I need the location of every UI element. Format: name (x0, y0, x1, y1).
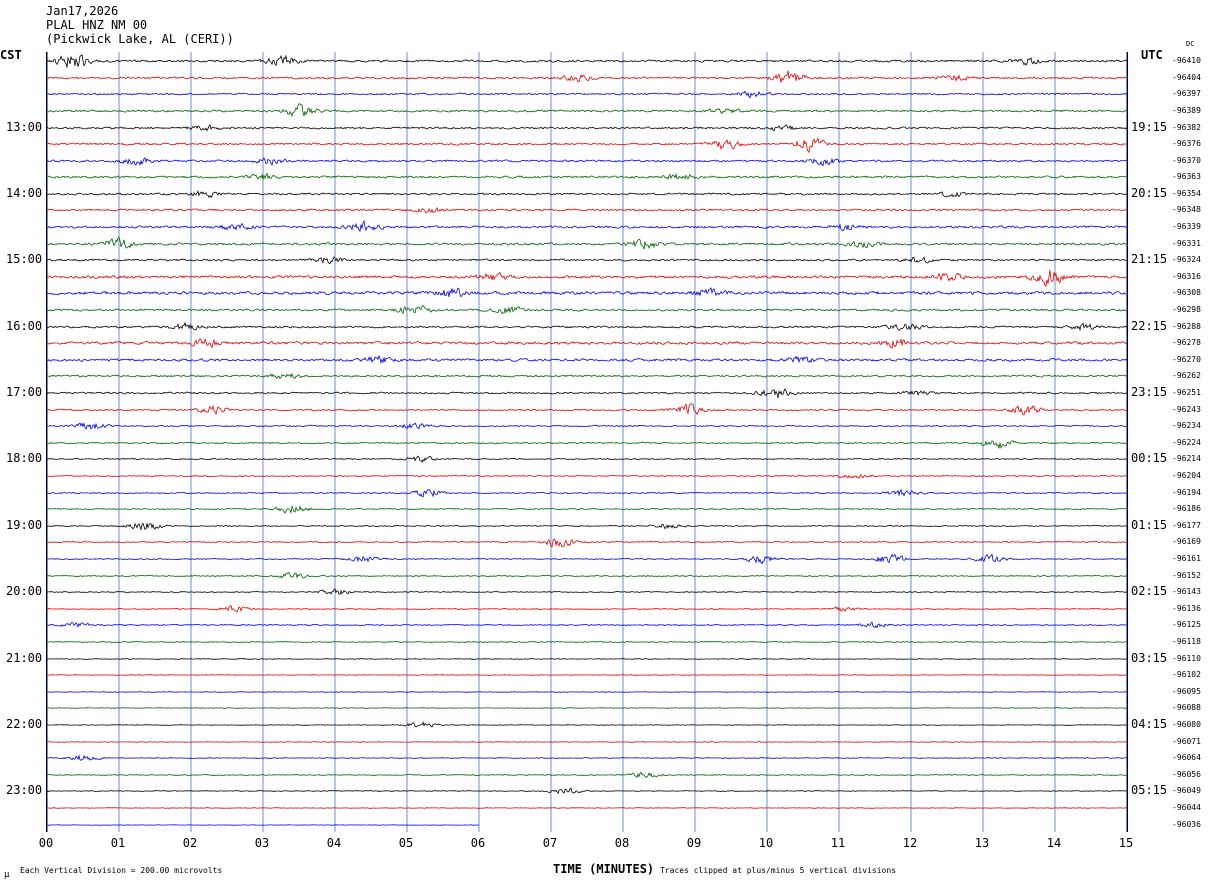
dc-value-label: -96224 (1172, 437, 1201, 447)
left-time-label: 16:00 (6, 318, 43, 333)
left-time-label: 13:00 (6, 119, 43, 134)
dc-axis-label: DC (1186, 40, 1195, 48)
dc-value-label: -96064 (1172, 753, 1201, 763)
dc-value-label: -96348 (1172, 205, 1201, 215)
dc-value-label: -96339 (1172, 222, 1201, 232)
header-station: PLAL HNZ NM 00 (46, 18, 148, 32)
dc-value-label: -96177 (1172, 520, 1201, 530)
x-tick-label: 05 (398, 836, 414, 850)
scale-note: Each Vertical Division = 200.00 microvolts (20, 866, 223, 875)
dc-value-label: -96186 (1172, 504, 1201, 514)
header-date: Jan17,2026 (46, 4, 119, 18)
dc-value-label: -96049 (1172, 786, 1201, 796)
x-tick-label: 11 (830, 836, 846, 850)
x-tick-label: 09 (686, 836, 702, 850)
dc-value-label: -96288 (1172, 321, 1201, 331)
x-tick-label: 06 (470, 836, 486, 850)
dc-value-label: -96152 (1172, 570, 1201, 580)
left-time-label: 20:00 (6, 584, 43, 599)
dc-value-label: -96278 (1172, 338, 1201, 348)
clip-note: Traces clipped at plus/minus 5 vertical divisions (660, 866, 897, 875)
dc-value-label: -96125 (1172, 620, 1201, 630)
left-time-label: 19:00 (6, 517, 43, 532)
left-time-label: 23:00 (6, 783, 43, 798)
microvolt-symbol: μ (4, 870, 10, 880)
left-axis-label: CST (0, 48, 22, 62)
left-time-label: 18:00 (6, 451, 43, 466)
dc-value-label: -96243 (1172, 404, 1201, 414)
left-time-label: 15:00 (6, 252, 43, 267)
x-tick-label: 15 (1118, 836, 1134, 850)
dc-value-label: -96324 (1172, 255, 1201, 265)
x-tick-label: 01 (110, 836, 126, 850)
x-tick-label: 03 (254, 836, 270, 850)
x-tick-label: 00 (38, 836, 54, 850)
dc-value-label: -96404 (1172, 72, 1201, 82)
x-axis-title: TIME (MINUTES) (553, 862, 655, 876)
dc-value-label: -96161 (1172, 554, 1201, 563)
right-time-label: 20:15 (1131, 185, 1168, 200)
header-location: (Pickwick Lake, AL (CERI)) (46, 32, 234, 46)
dc-value-label: -96298 (1172, 305, 1201, 315)
x-tick-label: 14 (1046, 836, 1062, 850)
right-time-label: 22:15 (1131, 318, 1168, 333)
dc-value-label: -96262 (1172, 371, 1201, 381)
left-time-label: 17:00 (6, 385, 43, 400)
right-time-label: 21:15 (1131, 252, 1168, 267)
dc-value-label: -96204 (1172, 471, 1201, 481)
seismogram-plot (46, 52, 1128, 832)
dc-value-label: -96088 (1172, 703, 1201, 713)
right-time-label: 00:15 (1131, 451, 1168, 466)
dc-value-label: -96080 (1172, 719, 1201, 729)
dc-value-label: -96410 (1172, 56, 1201, 66)
dc-value-label: -96036 (1172, 819, 1201, 829)
dc-value-label: -96044 (1172, 802, 1201, 812)
dc-value-label: -96095 (1172, 686, 1201, 696)
x-tick-label: 10 (758, 836, 774, 850)
right-time-label: 03:15 (1131, 650, 1168, 665)
dc-value-label: -96071 (1172, 736, 1201, 746)
dc-value-label: -96056 (1172, 769, 1201, 779)
dc-value-label: -96308 (1172, 288, 1201, 298)
dc-value-label: -96110 (1172, 653, 1201, 663)
dc-value-label: -96363 (1172, 172, 1201, 182)
dc-value-label: -96397 (1172, 89, 1201, 99)
x-tick-label: 04 (326, 836, 342, 850)
dc-value-label: -96376 (1172, 139, 1201, 149)
seismogram-trace (47, 805, 1127, 845)
right-time-label: 02:15 (1131, 584, 1168, 599)
right-time-label: 05:15 (1131, 783, 1168, 798)
dc-value-label: -96370 (1172, 155, 1201, 165)
dc-value-label: -96389 (1172, 105, 1201, 115)
dc-value-label: -96316 (1172, 271, 1201, 281)
dc-value-label: -96234 (1172, 421, 1201, 431)
x-tick-label: 12 (902, 836, 918, 850)
dc-value-label: -96194 (1172, 487, 1201, 497)
left-time-label: 14:00 (6, 185, 43, 200)
dc-value-label: -96214 (1172, 454, 1201, 464)
right-time-label: 04:15 (1131, 716, 1168, 731)
right-time-label: 19:15 (1131, 119, 1168, 134)
right-time-label: 23:15 (1131, 385, 1168, 400)
dc-value-label: -96118 (1172, 636, 1201, 646)
left-time-label: 22:00 (6, 716, 43, 731)
left-time-label: 21:00 (6, 650, 43, 665)
x-tick-label: 07 (542, 836, 558, 850)
dc-value-label: -96331 (1172, 238, 1201, 248)
dc-value-label: -96354 (1172, 188, 1201, 198)
right-time-label: 01:15 (1131, 517, 1168, 532)
dc-value-label: -96136 (1172, 603, 1201, 613)
dc-value-label: -96251 (1172, 388, 1201, 398)
dc-value-label: -96102 (1172, 670, 1201, 680)
x-tick-label: 08 (614, 836, 630, 850)
dc-value-label: -96270 (1172, 354, 1201, 364)
right-axis-label: UTC (1141, 48, 1163, 62)
dc-value-label: -96169 (1172, 537, 1201, 547)
x-tick-label: 13 (974, 836, 990, 850)
x-tick-label: 02 (182, 836, 198, 850)
dc-value-label: -96382 (1172, 122, 1201, 132)
dc-value-label: -96143 (1172, 587, 1201, 597)
